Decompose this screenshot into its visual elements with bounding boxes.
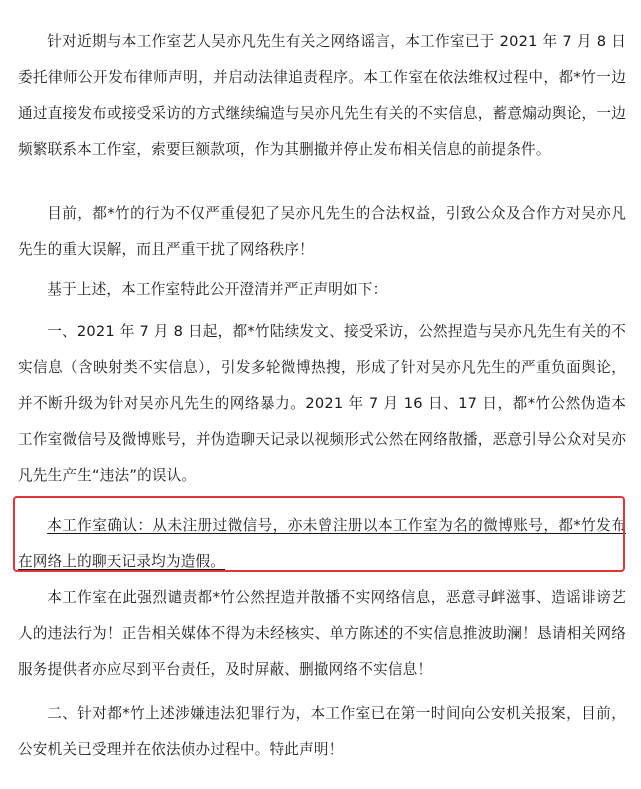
paragraph-point-one: 一、2021 年 7 月 8 日起，都*竹陆续发文、接受采访，公然捏造与吴亦凡先生有关的不实信息（含映射类不实信息），引发多轮微博热搜，形成了针对吴亦凡先生的严重负面舆论，并不断升级为针对吴亦凡先生的网络暴力。2021 年 7 月 16 日、17 日，都*竹公然伪造本工作室微信号及微博账号，并伪造聊天记录以视频形式公然在网络散播，恶意引导公众对吴亦凡先生产生“违法”的误认。 <box>18 323 626 484</box>
paragraph-declaration-lead: 基于上述，本工作室特此公开澄清并严正声明如下： <box>47 281 388 298</box>
paragraph-intro: 针对近期与本工作室艺人吴亦凡先生有关之网络谣言，本工作室已于 2021 年 7 月 8 日委托律师公开发布律师声明，并启动法律追责程序。本工作室在依法维权过程中，都*竹一边通过直接发布或接受采访的方式继续编造与吴亦凡先生有关的不实信息，蓄意煽动舆论，一边频繁联系本工作室，索要巨额款项，作为其删撤并停止发布相关信息的前提条件。 <box>18 33 626 158</box>
paragraph-confirmation: 本工作室确认：从未注册过微信号，亦未曾注册以本工作室为名的微博账号，都*竹发布在网络上的聊天记录均为造假。 <box>18 517 626 570</box>
paragraph-point-two: 二、针对都*竹上述涉嫌违法犯罪行为，本工作室已在第一时间向公安机关报案，目前，公安机关已受理并在依法侦办过程中。特此声明！ <box>18 705 626 758</box>
paragraph-condemnation: 本工作室在此强烈谴责都*竹公然捏造并散播不实网络信息，恶意寻衅滋事、造谣诽谤艺人的违法行为！正告相关媒体不得为未经核实、单方陈述的不实信息推波助澜！恳请相关网络服务提供者亦应尽到平台责任，及时屏蔽、删撤网络不实信息！ <box>18 589 626 678</box>
paragraph-harm: 目前，都*竹的行为不仅严重侵犯了吴亦凡先生的合法权益，引致公众及合作方对吴亦凡先生的重大误解，而且严重干扰了网络秩序！ <box>18 205 626 258</box>
